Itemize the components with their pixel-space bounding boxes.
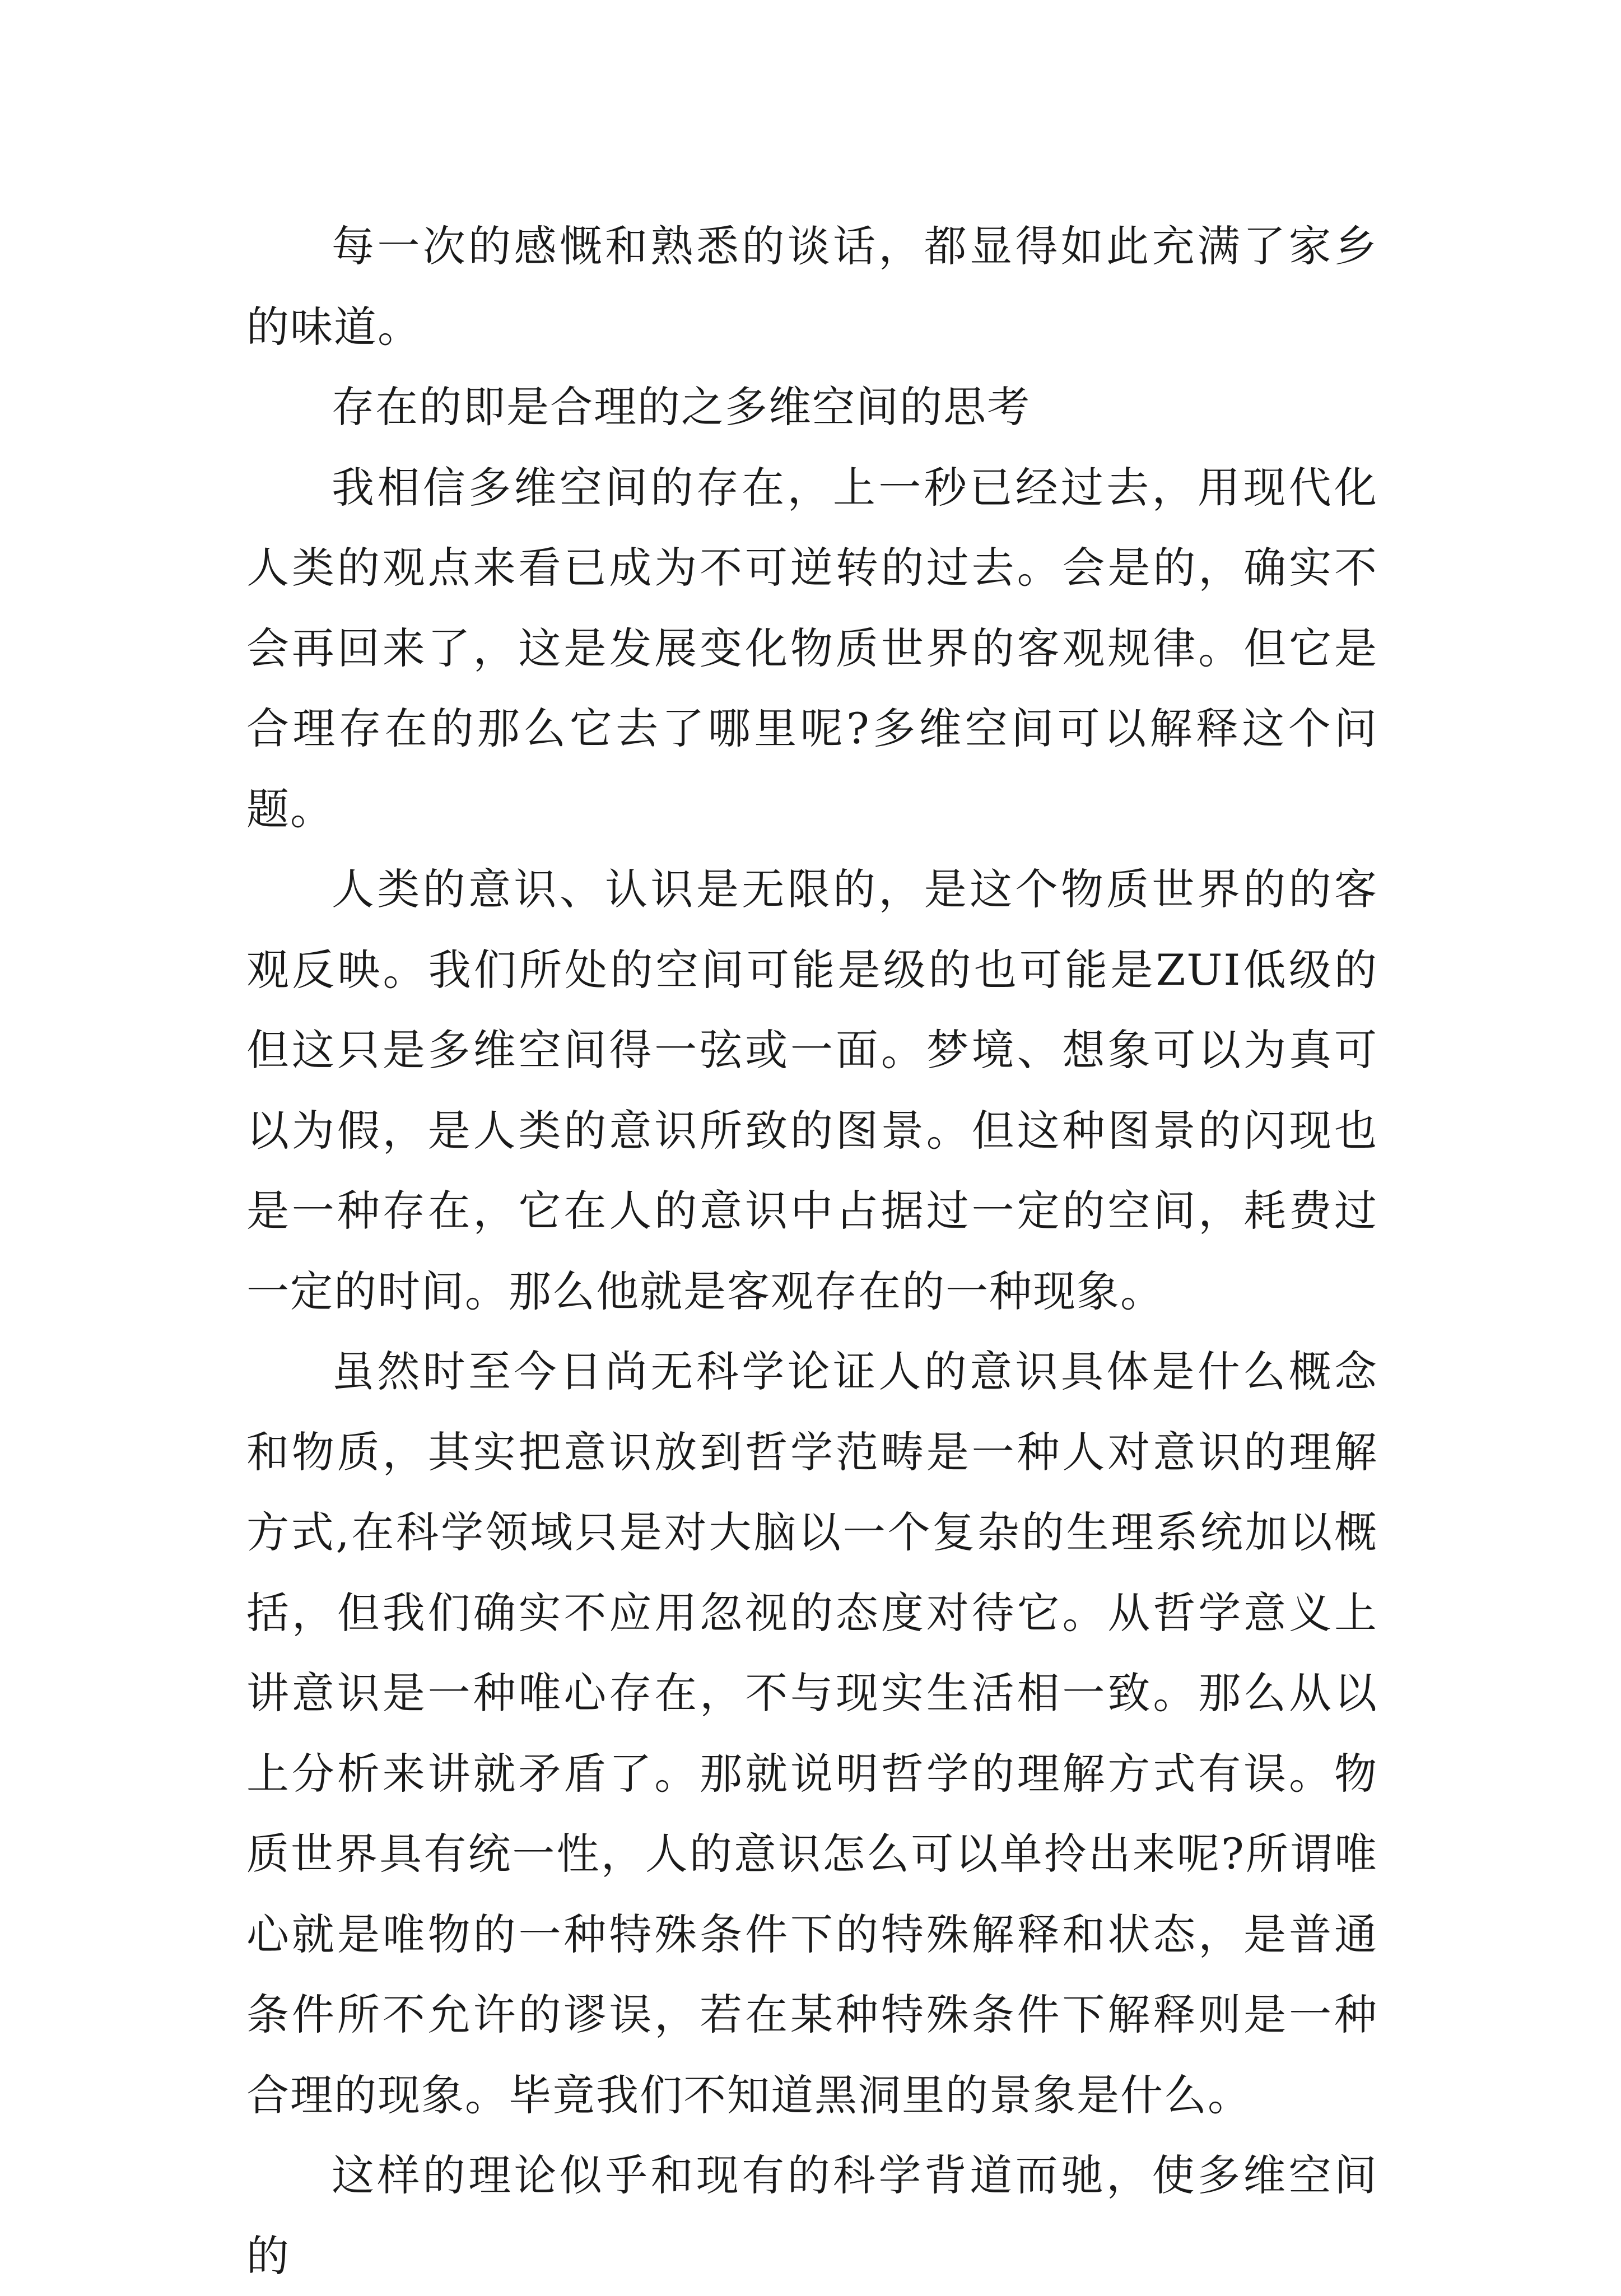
section-title: 存在的即是合理的之多维空间的思考 [332, 382, 1031, 432]
paragraph-theory: 这样的理论似乎和现有的科学背道而驰，使多维空间的 [246, 2150, 1378, 2281]
paragraph-hometown: 每一次的感慨和熟悉的谈话，都显得如此充满了家乡的味道。 [246, 221, 1378, 352]
paragraph-consciousness: 人类的意识、认识是无限的，是这个物质世界的的客观反映。我们所处的空间可能是级的也可能是ZUI低级的但这只是多维空间得一弦或一面。梦境、想象可以为真可以为假，是人类的意识所致的图景。但这种图景的闪现也是一种存在，它在人的意识中占据过一定的空间，耗费过一定的时间。那么他就是客观存在的一种现象。 [246, 864, 1378, 1316]
paragraph-belief: 我相信多维空间的存在，上一秒已经过去，用现代化人类的观点来看已成为不可逆转的过去。会是的，确实不会再回来了，这是发展变化物质世界的客观规律。但它是合理存在的那么它去了哪里呢?多维空间可以解释这个问题。 [246, 462, 1378, 834]
document-body [246, 206, 1378, 2296]
paragraph-philosophy: 虽然时至今日尚无科学论证人的意识具体是什么概念和物质，其实把意识放到哲学范畴是一种人对意识的理解方式,在科学领域只是对大脑以一个复杂的生理系统加以概括，但我们确实不应用忽视的态度对待它。从哲学意义上讲意识是一种唯心存在，不与现实生活相一致。那么从以上分析来讲就矛盾了。那就说明哲学的理解方式有误。物质世界具有统一性，人的意识怎么可以单拎出来呢?所谓唯心就是唯物的一种特殊条件下的特殊解释和状态，是普通条件所不允许的谬误，若在某种特殊条件下解释则是一种合理的现象。毕竟我们不知道黑洞里的景象是什么。 [246, 1347, 1378, 2120]
